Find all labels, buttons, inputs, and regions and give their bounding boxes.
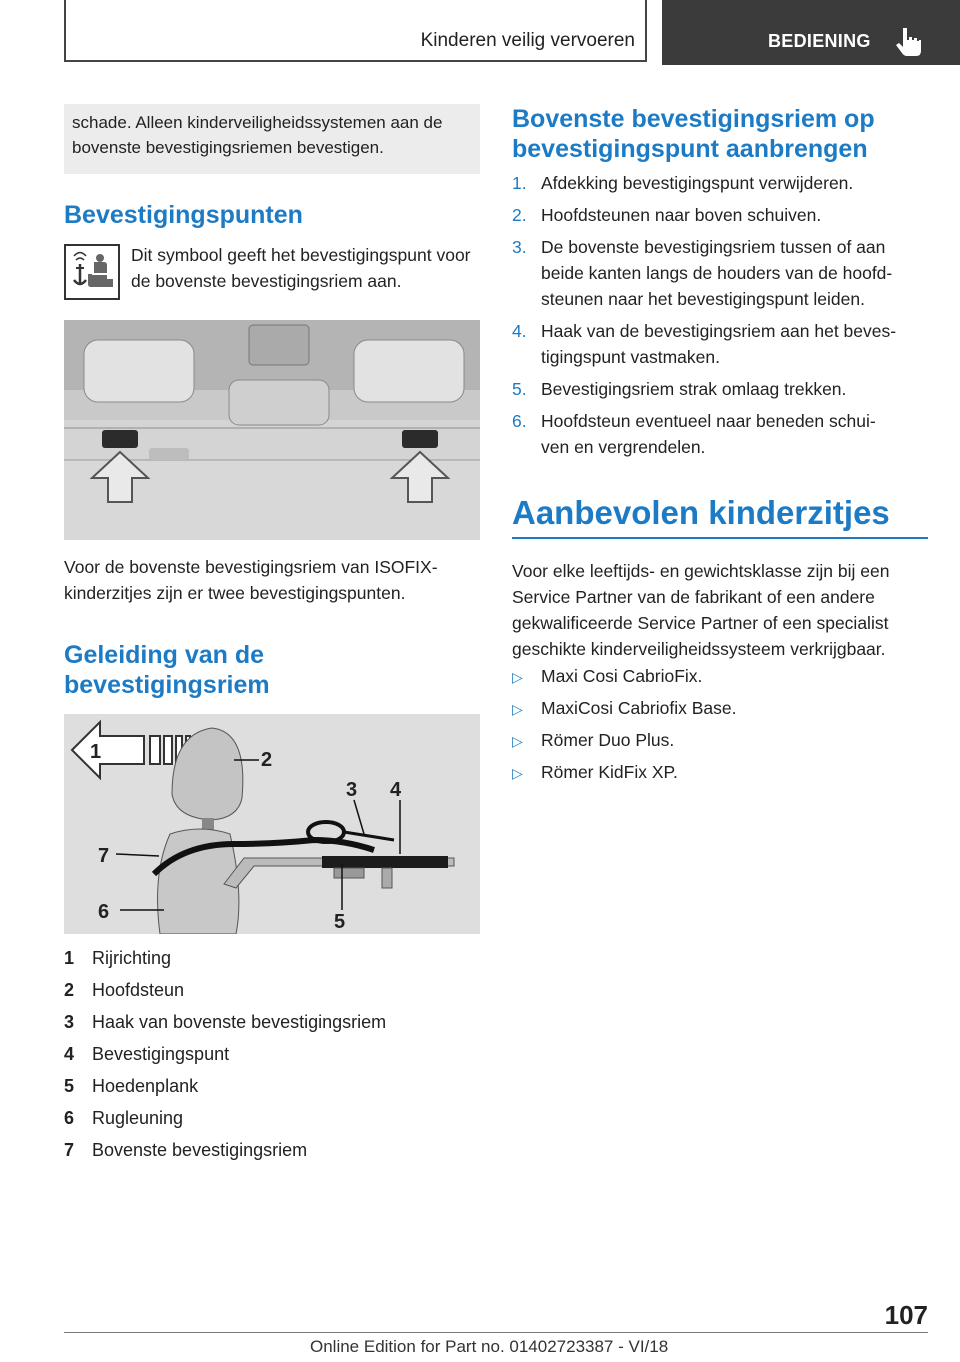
routing-heading-line2: bevestigingsriem (64, 671, 270, 699)
triangle-bullet-icon: ▷ (512, 733, 523, 749)
child-seat-anchor-icon (64, 244, 120, 300)
routing-heading (64, 640, 270, 700)
diagram-label-5: 5 (334, 911, 346, 933)
seat-list-item: ▷ Römer KidFix XP. (512, 762, 678, 782)
diagram-label-2: 2 (261, 749, 273, 771)
seat-list-item: ▷ Römer Duo Plus. (512, 730, 675, 750)
triangle-bullet-icon: ▷ (512, 669, 523, 685)
attach-heading (512, 104, 875, 164)
pointing-hand-icon (895, 26, 923, 58)
step-item: 4. Haak van de bevestigingsriem aan het beves- tigingspunt vastmaken. (512, 321, 897, 367)
step-item: 1. Afdekking bevestigingspunt verwijderen. (512, 173, 854, 193)
step-item: 2. Hoofdsteunen naar boven schuiven. (512, 205, 822, 225)
chapter-tab-label: BEDIENING (768, 31, 871, 51)
routing-heading-line1: Geleiding van de (64, 641, 265, 669)
rear-shelf-photo (64, 320, 480, 540)
legend-item: 4 Bevestigingspunt (64, 1044, 230, 1064)
heading-rule (512, 537, 928, 539)
legend-item: 7 Bovenste bevestigingsriem (64, 1140, 308, 1160)
triangle-bullet-icon: ▷ (512, 765, 523, 781)
legend-item: 2 Hoofdsteun (64, 980, 185, 1000)
photo-caption: Voor de bovenste bevestigingsriem van ISOFIX-kinderzitjes zijn er twee bevestigingspunten. (64, 557, 438, 603)
footer-rule (64, 1332, 928, 1333)
diagram-label-4: 4 (390, 779, 402, 801)
legend-item: 1 Rijrichting (64, 948, 172, 968)
recommended-intro: Voor elke leeftijds- en gewichtsklasse zijn bij een Service Partner van de fabrikant of een andere gekwalificeerde Service Partner of een specialist geschikte kinderveiligheidssysteem verkrijgbaar. (512, 561, 890, 659)
diagram-label-7: 7 (98, 845, 110, 867)
attach-heading-line1: Bovenste bevestigingsriem op (512, 105, 875, 133)
step-item: 5. Bevestigingsriem strak omlaag trekken. (512, 379, 847, 399)
diagram-label-3: 3 (346, 779, 358, 801)
warning-text: schade. Alleen kinderveiligheidssystemen aan de bovenste bevestigingsriemen bevestigen. (72, 113, 443, 157)
legend-item: 3 Haak van bovenste bevestigingsriem (64, 1012, 387, 1032)
attach-heading-line2: bevestigingspunt aanbrengen (512, 135, 868, 163)
section-title: Kinderen veilig vervoeren (420, 30, 635, 51)
warning-box (64, 104, 480, 174)
anchor-symbol-text: Dit symbool geeft het bevestigingspunt voor de bovenste bevestigingsriem aan. (131, 245, 471, 291)
anchor-heading: Bevestigingspunten (64, 201, 303, 229)
seat-list-item: ▷ Maxi Cosi CabrioFix. (512, 666, 703, 686)
legend-item: 6 Rugleuning (64, 1108, 184, 1128)
diagram-label-6: 6 (98, 901, 110, 923)
seat-list-item: ▷ MaxiCosi Cabriofix Base. (512, 698, 737, 718)
edition-footer: Online Edition for Part no. 01402723387 - VI/18 (310, 1337, 669, 1356)
legend-item: 5 Hoedenplank (64, 1076, 199, 1096)
strap-routing-diagram (64, 714, 480, 934)
diagram-label-1: 1 (90, 741, 102, 763)
triangle-bullet-icon: ▷ (512, 701, 523, 717)
step-item: 3. De bovenste bevestigingsriem tussen of aan beide kanten langs de houders van de hoofd- steunen naar het bevestigingspunt leiden. (512, 237, 893, 309)
step-item: 6. Hoofdsteun eventueel naar beneden schui- ven en vergrendelen. (512, 411, 876, 457)
recommended-heading: Aanbevolen kinderzitjes (512, 494, 890, 531)
page-number: 107 (884, 1300, 928, 1330)
